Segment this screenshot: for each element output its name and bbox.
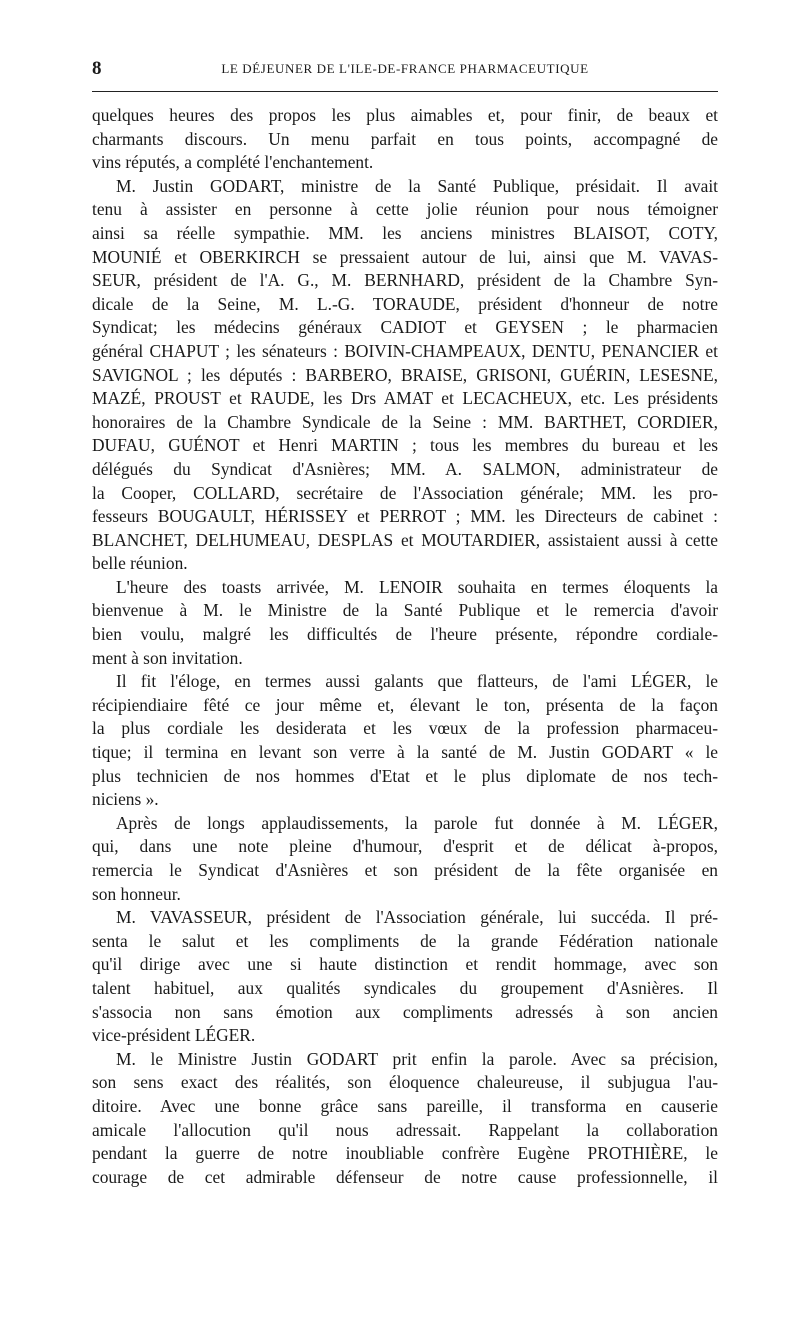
text-line: M. le Ministre Justin GODART prit enfin la parole. Avec sa précision, bbox=[116, 1048, 718, 1069]
text-line: honoraires de la Chambre Syndicale de la Seine : MM. BARTHET, CORDIER, bbox=[92, 411, 718, 432]
text-line: courage de cet admirable défenseur de notre cause professionnelle, il bbox=[92, 1166, 718, 1187]
text-line: son honneur. bbox=[92, 883, 181, 904]
text-line: vins réputés, a complété l'enchantement. bbox=[92, 152, 374, 173]
header-rule bbox=[92, 91, 718, 92]
text-line: DUFAU, GUÉNOT et Henri MARTIN ; tous les membres du bureau et les bbox=[92, 435, 718, 456]
paragraph bbox=[92, 104, 718, 175]
text-line: Il fit l'éloge, en termes aussi galants que flatteurs, de l'ami LÉGER, le bbox=[116, 671, 718, 692]
text-line: bienvenue à M. le Ministre de la Santé Publique et le remercia d'avoir bbox=[92, 600, 718, 621]
text-line: dicale de la Seine, M. L.-G. TORAUDE, président d'honneur de notre bbox=[92, 293, 718, 314]
text-line: belle réunion. bbox=[92, 553, 188, 574]
paragraph bbox=[92, 906, 718, 1048]
paragraph bbox=[92, 670, 718, 812]
paragraph bbox=[92, 812, 718, 906]
text-line: quelques heures des propos les plus aimables et, pour finir, de beaux et bbox=[92, 105, 718, 125]
text-line: MOUNIÉ et OBERKIRCH se pressaient autour de lui, ainsi que M. VAVAS- bbox=[92, 246, 718, 267]
text-line: son sens exact des réalités, son éloquence chaleureuse, il subjugua l'au- bbox=[92, 1072, 718, 1093]
text-line: s'associa non sans émotion aux compliments adressés à son ancien bbox=[92, 1001, 718, 1022]
text-line: plus technicien de nos hommes d'Etat et le plus diplomate de nos tech- bbox=[92, 765, 718, 786]
text-line: récipiendiaire fêté ce jour même et, élevant le ton, présenta de la façon bbox=[92, 694, 718, 715]
text-line: M. Justin GODART, ministre de la Santé Publique, présidait. Il avait bbox=[116, 175, 718, 196]
text-line: charmants discours. Un menu parfait en tous points, accompagné de bbox=[92, 128, 718, 149]
text-line: L'heure des toasts arrivée, M. LENOIR souhaita en termes éloquents la bbox=[116, 576, 718, 597]
page-header bbox=[92, 58, 718, 80]
running-title: LE DÉJEUNER DE L'ILE-DE-FRANCE PHARMACEUTIQUE bbox=[221, 61, 589, 76]
text-line: niciens ». bbox=[92, 789, 159, 810]
text-line: ditoire. Avec une bonne grâce sans pareille, il transforma en causerie bbox=[92, 1095, 718, 1116]
paragraph bbox=[92, 576, 718, 670]
text-line: Après de longs applaudissements, la parole fut donnée à M. LÉGER, bbox=[116, 812, 718, 833]
text-line: délégués du Syndicat d'Asnières; MM. A. SALMON, administrateur de bbox=[92, 458, 718, 479]
text-line: bien voulu, malgré les difficultés de l'heure présente, répondre cordiale- bbox=[92, 624, 718, 645]
text-line: qui, dans une note pleine d'humour, d'esprit et de délicat à-propos, bbox=[92, 836, 718, 857]
text-line: SAVIGNOL ; les députés : BARBERO, BRAISE, GRISONI, GUÉRIN, LESESNE, bbox=[92, 364, 718, 385]
text-line: ainsi sa réelle sympathie. MM. les anciens ministres BLAISOT, COTY, bbox=[92, 222, 718, 243]
text-line: tenu à assister en personne à cette jolie réunion pour nous témoigner bbox=[92, 199, 718, 220]
text-line: talent habituel, aux qualités syndicales du groupement d'Asnières. Il bbox=[92, 977, 718, 998]
text-line: général CHAPUT ; les sénateurs : BOIVIN-CHAMPEAUX, DENTU, PENANCIER et bbox=[92, 340, 718, 361]
text-line: Syndicat; les médecins généraux CADIOT et GEYSEN ; le pharmacien bbox=[92, 317, 718, 338]
text-line: la plus cordiale les desiderata et les vœux de la profession pharmaceu- bbox=[92, 718, 718, 739]
text-line: ment à son invitation. bbox=[92, 647, 243, 668]
text-line: tique; il termina en levant son verre à la santé de M. Justin GODART « le bbox=[92, 742, 718, 763]
article-body bbox=[92, 104, 718, 1189]
text-line: M. VAVASSEUR, président de l'Association générale, lui succéda. Il pré- bbox=[116, 907, 718, 928]
paragraph bbox=[92, 175, 718, 576]
paragraph bbox=[92, 1048, 718, 1190]
text-line: SEUR, président de l'A. G., M. BERNHARD, président de la Chambre Syn- bbox=[92, 270, 718, 291]
page-number: 8 bbox=[92, 58, 102, 79]
text-line: qu'il dirige avec une si haute distinction et rendit hommage, avec son bbox=[92, 954, 718, 975]
text-line: BLANCHET, DELHUMEAU, DESPLAS et MOUTARDIER, assistaient aussi à cette bbox=[92, 529, 718, 550]
text-line: senta le salut et les compliments de la grande Fédération nationale bbox=[92, 930, 718, 951]
text-line: vice-président LÉGER. bbox=[92, 1025, 256, 1046]
text-line: pendant la guerre de notre inoubliable confrère Eugène PROTHIÈRE, le bbox=[92, 1143, 718, 1164]
text-line: remercia le Syndicat d'Asnières et son président de la fête organisée en bbox=[92, 860, 718, 880]
text-line: MAZÉ, PROUST et RAUDE, les Drs AMAT et LECACHEUX, etc. Les présidents bbox=[92, 388, 718, 409]
text-line: fesseurs BOUGAULT, HÉRISSEY et PERROT ; MM. les Directeurs de cabinet : bbox=[92, 506, 718, 527]
text-line: amicale l'allocution qu'il nous adressait. Rappelant la collaboration bbox=[92, 1119, 718, 1140]
text-line: la Cooper, COLLARD, secrétaire de l'Association générale; MM. les pro- bbox=[92, 482, 718, 503]
